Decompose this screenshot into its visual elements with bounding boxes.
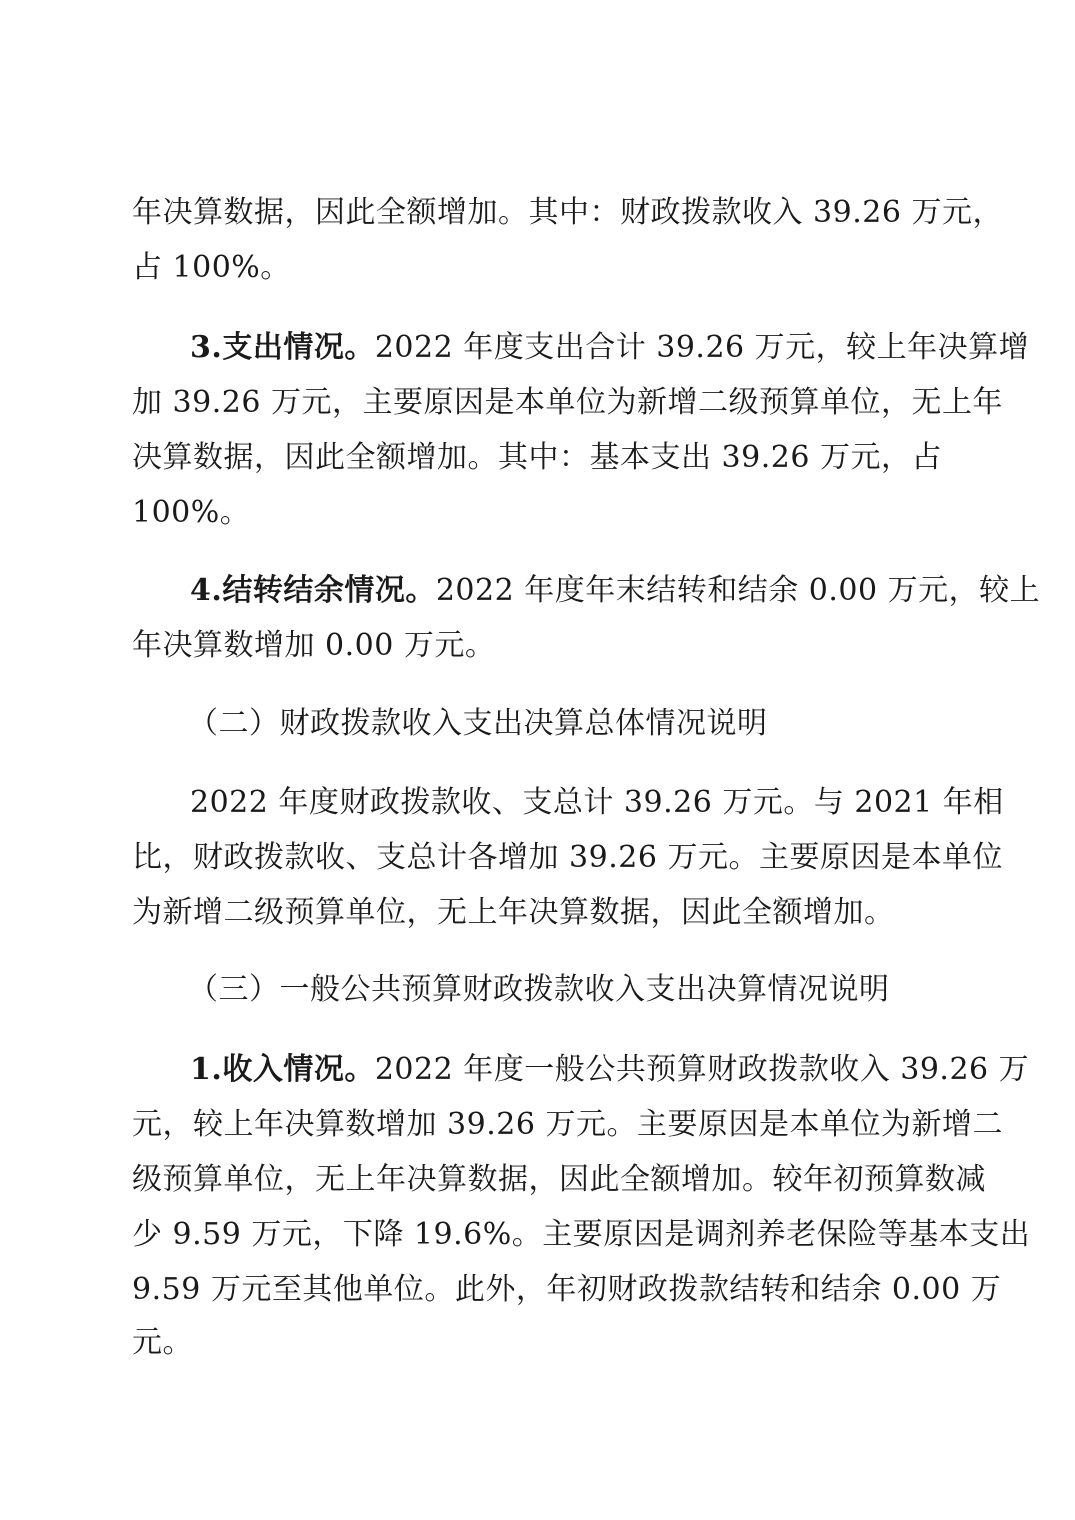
section-heading-2: （二）财政拨款收入支出决算总体情况说明	[188, 706, 768, 741]
paragraph-5-line-5: 9.59 万元至其他单位。此外，年初财政拨款结转和结余 0.00 万	[132, 1272, 1002, 1307]
paragraph-5-line-2: 元，较上年决算数增加 39.26 万元。主要原因是本单位为新增二	[132, 1107, 1003, 1142]
paragraph-2-line-4: 100%。	[132, 495, 251, 530]
paragraph-3-line-2: 年决算数增加 0.00 万元。	[132, 628, 496, 663]
paragraph-4-line-3: 为新增二级预算单位，无上年决算数据，因此全额增加。	[132, 895, 895, 930]
paragraph-3-text: 2022 年度年末结转和结余 0.00 万元，较上	[435, 573, 1041, 608]
paragraph-4-line-2: 比，财政拨款收、支总计各增加 39.26 万元。主要原因是本单位	[132, 840, 1003, 875]
paragraph-2-line-2: 加 39.26 万元，主要原因是本单位为新增二级预算单位，无上年	[132, 385, 1003, 420]
paragraph-2-lead: 3.支出情况。	[190, 330, 375, 365]
paragraph-5-line-4: 少 9.59 万元，下降 19.6%。主要原因是调剂养老保险等基本支出	[132, 1217, 1031, 1252]
paragraph-2-text: 2022 年度支出合计 39.26 万元，较上年决算增	[374, 330, 1030, 365]
paragraph-2-line-1	[190, 328, 1029, 368]
paragraph-5-line-6: 元。	[132, 1325, 193, 1360]
paragraph-1-line-1: 年决算数据，因此全额增加。其中：财政拨款收入 39.26 万元，	[132, 195, 1003, 230]
section-heading-3: （三）一般公共预算财政拨款收入支出决算情况说明	[188, 972, 890, 1007]
paragraph-5-lead: 1.收入情况。	[190, 1052, 375, 1087]
paragraph-5-line-1	[190, 1050, 1029, 1090]
paragraph-5-text: 2022 年度一般公共预算财政拨款收入 39.26 万	[374, 1052, 1030, 1087]
paragraph-3-line-1	[190, 571, 1040, 611]
paragraph-4-line-1: 2022 年度财政拨款收、支总计 39.26 万元。与 2021 年相	[190, 785, 1004, 820]
paragraph-1-line-2: 占 100%。	[132, 250, 291, 285]
paragraph-2-line-3: 决算数据，因此全额增加。其中：基本支出 39.26 万元，占	[132, 440, 942, 475]
paragraph-5-line-3: 级预算单位，无上年决算数据，因此全额增加。较年初预算数减	[132, 1162, 986, 1197]
paragraph-3-lead: 4.结转结余情况。	[190, 573, 436, 608]
